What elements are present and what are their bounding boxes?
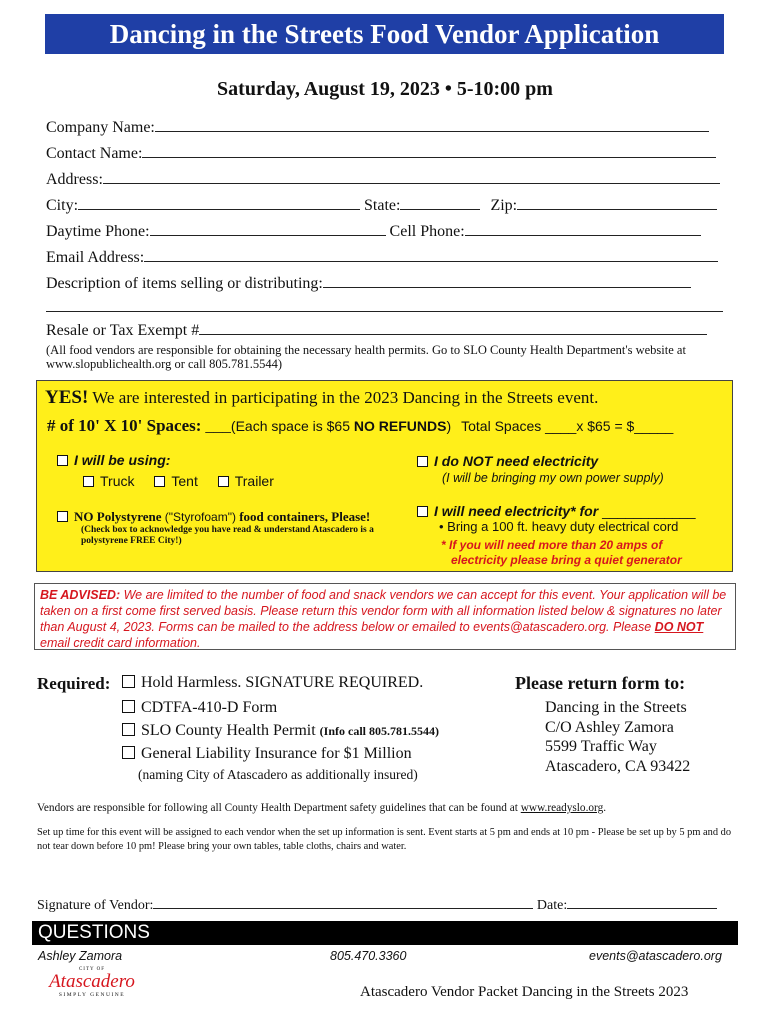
need-electricity-checkbox[interactable] — [417, 506, 428, 517]
space-price-note: (Each space is $65 — [230, 418, 350, 434]
total-spaces-calc[interactable]: Total Spaces ____x $65 = $_____ — [461, 418, 674, 434]
city-label: City: — [46, 197, 79, 214]
no-refunds-label: NO REFUNDS — [353, 418, 447, 434]
no-electricity-label: I do NOT need electricity — [434, 453, 599, 469]
zip-input[interactable] — [517, 195, 717, 210]
description-continued-line[interactable] — [46, 297, 723, 317]
contact-name-label: Contact Name: — [46, 145, 143, 162]
required-item-hold-harmless: Hold Harmless. SIGNATURE REQUIRED. — [122, 674, 423, 692]
required-item-cdtfa: CDTFA-410-D Form — [122, 699, 277, 717]
questions-bar: QUESTIONS — [32, 921, 738, 945]
email-label: Email Address: — [46, 249, 145, 266]
need-electricity-row — [417, 503, 696, 519]
polystyrene-note: (Check box to acknowledge you have read & understand Atascadero is a polystyrene FREE City!) — [81, 525, 374, 546]
resale-label: Resale or Tax Exempt # — [46, 322, 200, 339]
zip-label: Zip: — [490, 197, 518, 214]
daytime-phone-input[interactable] — [150, 221, 386, 236]
resale-field[interactable] — [46, 320, 707, 340]
styrofoam-label: ("Styrofoam") — [164, 510, 236, 524]
own-power-note: (I will be bringing my own power supply) — [442, 471, 664, 485]
required-label: Required: — [37, 674, 111, 693]
tent-checkbox[interactable] — [154, 476, 165, 487]
vehicle-options — [83, 473, 274, 489]
electricity-use-input[interactable]: ____________ — [602, 503, 696, 519]
contact-name: Ashley Zamora — [38, 949, 123, 963]
contact-phone[interactable]: 805.470.3360 — [330, 949, 407, 963]
polystyrene-checkbox[interactable] — [57, 511, 68, 522]
no-electricity-row — [417, 453, 598, 469]
health-permit-checkbox[interactable] — [122, 723, 135, 736]
daytime-phone-label: Daytime Phone: — [46, 223, 150, 240]
atascadero-logo: CITY OF Atascadero SIMPLY GENUINE — [49, 967, 135, 998]
insurance-checkbox[interactable] — [122, 746, 135, 759]
company-name-field[interactable] — [46, 117, 709, 137]
return-label: Please return form to: — [515, 673, 686, 693]
no-polystyrene-label: NO Polystyrene — [74, 509, 162, 524]
cord-note: • Bring a 100 ft. heavy duty electrical cord — [439, 519, 679, 534]
need-electricity-label: I will need electricity* for — [434, 503, 599, 519]
city-input[interactable] — [78, 195, 360, 210]
trailer-checkbox[interactable] — [218, 476, 229, 487]
signature-label: Signature of Vendor: — [37, 898, 154, 913]
be-advised-label: BE ADVISED: — [40, 588, 121, 602]
footer-text: Atascadero Vendor Packet Dancing in the Streets 2023 — [360, 984, 689, 1000]
description-field[interactable] — [46, 273, 691, 293]
health-permit-info: (Info call 805.781.5544) — [319, 724, 439, 738]
yes-label: YES! — [45, 387, 89, 408]
truck-label: Truck — [100, 473, 135, 489]
contact-email[interactable]: events@atascadero.org — [589, 949, 722, 963]
truck-checkbox[interactable] — [83, 476, 94, 487]
participation-heading — [45, 387, 598, 409]
hold-harmless-checkbox[interactable] — [122, 675, 135, 688]
state-label: State: — [364, 197, 401, 214]
be-advised-notice: BE ADVISED: We are limited to the number of food and snack vendors we can accept for this event. Your application will be taken on a first come first served basis. Please return this vendor form with all information listed below & signatures no later than August 4, 2023. Forms can be mailed to the address below or emailed to events@atascadero.org. Please DO NOT email credit card information. — [34, 583, 736, 650]
using-row — [57, 452, 170, 468]
spaces-row: # of 10' X 10' Spaces: ___(Each space is $65 NO REFUNDS) Total Spaces ____x $65 = $_____ — [47, 416, 674, 435]
page-title: Dancing in the Streets Food Vendor Application — [45, 14, 724, 54]
company-name-label: Company Name: — [46, 119, 155, 136]
signature-input[interactable] — [153, 896, 533, 909]
cell-phone-input[interactable] — [465, 221, 701, 236]
required-item-insurance: General Liability Insurance for $1 Million — [122, 745, 412, 763]
trailer-label: Trailer — [234, 473, 274, 489]
yes-text: We are interested in participating in the 2023 Dancing in the Streets event. — [92, 388, 599, 407]
using-label: I will be using: — [74, 452, 171, 468]
address-label: Address: — [46, 171, 103, 188]
cdtfa-checkbox[interactable] — [122, 700, 135, 713]
signature-row — [37, 896, 717, 914]
date-input[interactable] — [567, 896, 717, 909]
return-address: Dancing in the Streets C/O Ashley Zamora 5599 Traffic Way Atascadero, CA 93422 — [545, 699, 691, 775]
city-state-zip-row — [46, 195, 717, 215]
email-field[interactable] — [46, 247, 718, 267]
insurance-note: (naming City of Atascadero as additionally insured) — [138, 767, 418, 782]
required-item-health-permit: SLO County Health Permit (Info call 805.781.5544) — [122, 722, 439, 740]
health-permit-note: (All food vendors are responsible for obtaining the necessary health permits. Go to SLO County Health Department's website at www.slopublichealth.org or call 805.781.5544) — [46, 343, 686, 371]
contact-name-field[interactable] — [46, 143, 716, 163]
setup-text: Set up time for this event will be assigned to each vendor when the set up information is sent. Event starts at 5 pm and ends at 10 pm - Please be set up by 5 pm and do not tear down before 10 pm! Please bring your own tables, table cloths, chairs and water. — [37, 827, 732, 852]
address-field[interactable] — [46, 169, 720, 189]
using-checkbox[interactable] — [57, 455, 68, 466]
spaces-label: # of 10' X 10' Spaces: — [47, 416, 202, 435]
polystyrene-row — [57, 509, 370, 525]
tent-label: Tent — [171, 473, 198, 489]
no-electricity-checkbox[interactable] — [417, 456, 428, 467]
readyslo-link[interactable]: www.readyslo.org — [520, 802, 604, 814]
food-containers-label: food containers, Please! — [239, 509, 371, 524]
amps-note: * If you will need more than 20 amps of electricity please bring a quiet generator — [441, 538, 682, 567]
event-date: Saturday, August 19, 2023 • 5-10:00 pm — [217, 78, 553, 100]
participation-box — [36, 380, 733, 572]
date-label: Date: — [536, 898, 568, 913]
guidelines-text: Vendors are responsible for following all County Health Department safety guidelines that can be found at www.readyslo.org. — [37, 802, 607, 814]
do-not-label: DO NOT — [654, 620, 704, 634]
state-input[interactable] — [400, 195, 480, 210]
cell-phone-label: Cell Phone: — [389, 223, 465, 240]
description-label: Description of items selling or distributing: — [46, 275, 323, 292]
phone-row — [46, 221, 701, 241]
spaces-input[interactable]: ___ — [205, 416, 231, 435]
